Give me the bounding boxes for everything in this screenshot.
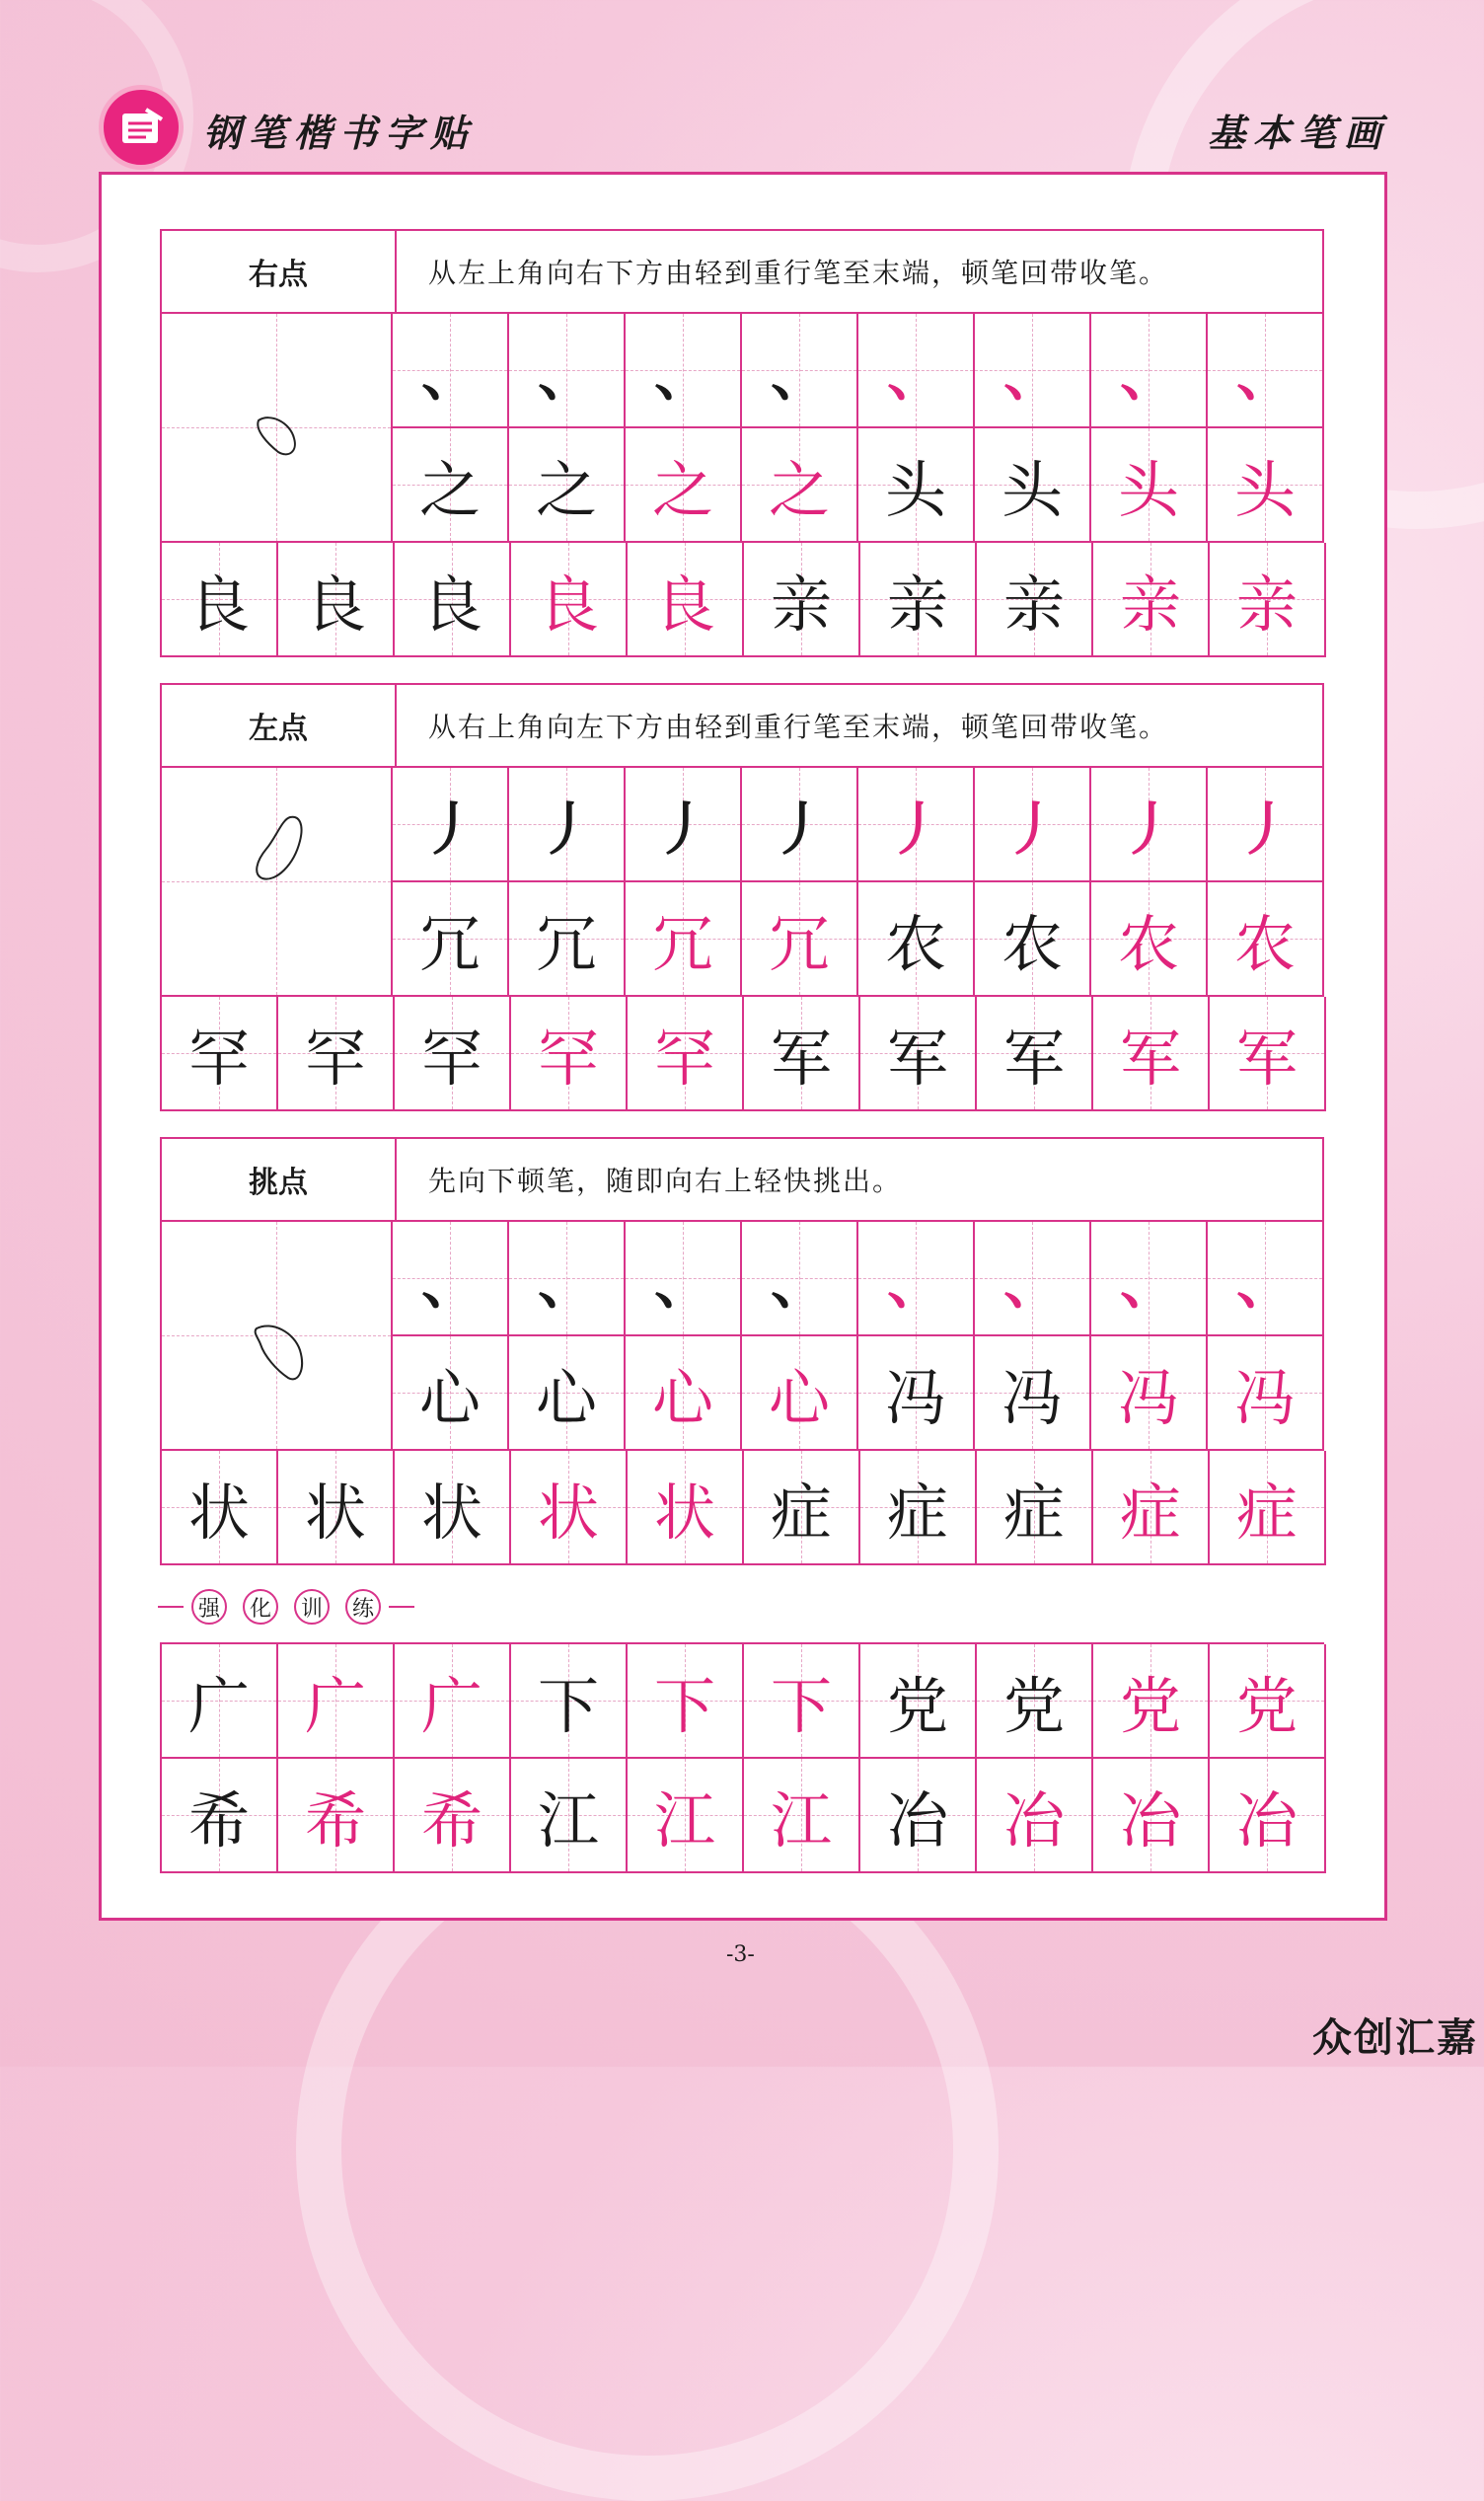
practice-cell: 冗 [742,882,858,997]
stroke-demo-cell: 、 [393,1222,509,1336]
stroke-demo-cell: 、 [509,1222,626,1336]
practice-cell: 希 [278,1759,395,1873]
stroke-demo-cell: 丿 [742,768,858,882]
stroke-demo-cell: 、 [1208,314,1324,428]
stroke-outline-diagram [162,1222,393,1451]
practice-cell: 江 [511,1759,628,1873]
book-icon [99,85,184,170]
stroke-demo-cell: 、 [626,1222,742,1336]
page-number: -3- [726,1942,755,1967]
practice-cell: 党 [1210,1644,1326,1759]
practice-cell: 心 [509,1336,626,1451]
practice-cell: 之 [393,428,509,543]
practice-cell: 头 [858,428,975,543]
practice-cell: 农 [1208,882,1324,997]
stroke-section [160,1137,1324,1565]
practice-cell: 冶 [977,1759,1093,1873]
practice-cell: 亲 [977,543,1093,657]
practice-cell: 症 [977,1451,1093,1565]
practice-cell: 亲 [1210,543,1326,657]
stroke-demo-cell: 、 [1208,1222,1324,1336]
practice-cell: 之 [509,428,626,543]
section-title: 基本笔画 [1207,111,1389,155]
practice-cell: 冯 [1091,1336,1208,1451]
practice-cell: 下 [511,1644,628,1759]
stroke-demo-cell: 、 [1091,1222,1208,1336]
stroke-outline-icon [162,1222,395,1451]
stroke-demo-cell: 、 [1091,314,1208,428]
practice-cell: 冯 [858,1336,975,1451]
practice-cell: 良 [511,543,628,657]
practice-cell: 农 [975,882,1091,997]
stroke-demo-cell: 丿 [509,768,626,882]
stroke-name: 右点 [162,231,397,312]
watermark: 众创汇嘉 [1312,2015,1478,2061]
practice-cell: 罕 [511,997,628,1111]
stroke-demo-cell: 丿 [626,768,742,882]
training-grid [160,1642,1324,1873]
book-title: 钢笔楷书字贴 [203,111,477,155]
stroke-demo-cell: 、 [393,314,509,428]
practice-cell: 军 [860,997,977,1111]
practice-cell: 军 [1093,997,1210,1111]
stroke-outline-icon [162,768,395,997]
stroke-demo-cell: 、 [626,314,742,428]
practice-cell: 罕 [162,997,278,1111]
practice-cell: 希 [395,1759,511,1873]
practice-cell: 下 [628,1644,744,1759]
training-label-char: 化 [243,1589,278,1625]
practice-cell: 希 [162,1759,278,1873]
stroke-demo-cell: 、 [975,314,1091,428]
stroke-demo-cell: 丿 [393,768,509,882]
practice-cell: 军 [977,997,1093,1111]
practice-cell: 冗 [393,882,509,997]
stroke-demo-cell: 、 [742,314,858,428]
training-label-char: 强 [191,1589,227,1625]
practice-cell: 冯 [1208,1336,1324,1451]
practice-cell: 之 [742,428,858,543]
practice-cell: 良 [395,543,511,657]
practice-cell: 头 [1091,428,1208,543]
practice-cell: 症 [1093,1451,1210,1565]
stroke-section [160,683,1324,1111]
practice-cell: 农 [858,882,975,997]
practice-cell: 亲 [860,543,977,657]
practice-cell: 冗 [626,882,742,997]
training-label-char: 训 [294,1589,330,1625]
stroke-outline-diagram [162,314,393,543]
practice-cell: 广 [395,1644,511,1759]
practice-cell: 心 [393,1336,509,1451]
practice-cell: 军 [1210,997,1326,1111]
practice-cell: 农 [1091,882,1208,997]
practice-cell: 状 [278,1451,395,1565]
stroke-demo-cell: 、 [509,314,626,428]
stroke-description: 先向下顿笔，随即向右上轻快挑出。 [428,1165,903,1197]
practice-cell: 亲 [1093,543,1210,657]
practice-cell: 良 [162,543,278,657]
stroke-description: 从右上角向左下方由轻到重行笔至末端，顿笔回带收笔。 [428,711,1169,743]
practice-cell: 亲 [744,543,860,657]
practice-cell: 冗 [509,882,626,997]
stroke-outline-icon [162,314,395,543]
practice-cell: 心 [626,1336,742,1451]
practice-cell: 广 [278,1644,395,1759]
stroke-demo-cell: 、 [858,1222,975,1336]
practice-cell: 头 [1208,428,1324,543]
stroke-section [160,229,1324,657]
practice-cell: 头 [975,428,1091,543]
practice-cell: 状 [511,1451,628,1565]
stroke-demo-cell: 丿 [1208,768,1324,882]
stroke-name: 挑点 [162,1139,397,1220]
practice-cell: 罕 [395,997,511,1111]
practice-cell: 党 [1093,1644,1210,1759]
stroke-outline-diagram [162,768,393,997]
practice-cell: 状 [162,1451,278,1565]
practice-cell: 冶 [1210,1759,1326,1873]
stroke-demo-cell: 丿 [975,768,1091,882]
practice-cell: 党 [860,1644,977,1759]
stroke-description: 从左上角向右下方由轻到重行笔至末端，顿笔回带收笔。 [428,257,1169,289]
practice-cell: 之 [626,428,742,543]
practice-cell: 良 [628,543,744,657]
practice-cell: 罕 [278,997,395,1111]
practice-cell: 江 [744,1759,860,1873]
practice-cell: 良 [278,543,395,657]
practice-cell: 冯 [975,1336,1091,1451]
practice-cell: 状 [628,1451,744,1565]
practice-cell: 下 [744,1644,860,1759]
training-label [158,1589,414,1625]
stroke-demo-cell: 、 [742,1222,858,1336]
practice-cell: 军 [744,997,860,1111]
practice-cell: 症 [744,1451,860,1565]
practice-cell: 江 [628,1759,744,1873]
stroke-demo-cell: 、 [858,314,975,428]
training-label-char: 练 [345,1589,381,1625]
practice-cell: 心 [742,1336,858,1451]
stroke-demo-cell: 、 [975,1222,1091,1336]
stroke-name: 左点 [162,685,397,766]
stroke-demo-cell: 丿 [1091,768,1208,882]
practice-cell: 党 [977,1644,1093,1759]
practice-cell: 状 [395,1451,511,1565]
stroke-demo-cell: 丿 [858,768,975,882]
practice-cell: 症 [1210,1451,1326,1565]
practice-cell: 冶 [1093,1759,1210,1873]
practice-cell: 冶 [860,1759,977,1873]
practice-cell: 广 [162,1644,278,1759]
practice-cell: 症 [860,1451,977,1565]
practice-cell: 罕 [628,997,744,1111]
